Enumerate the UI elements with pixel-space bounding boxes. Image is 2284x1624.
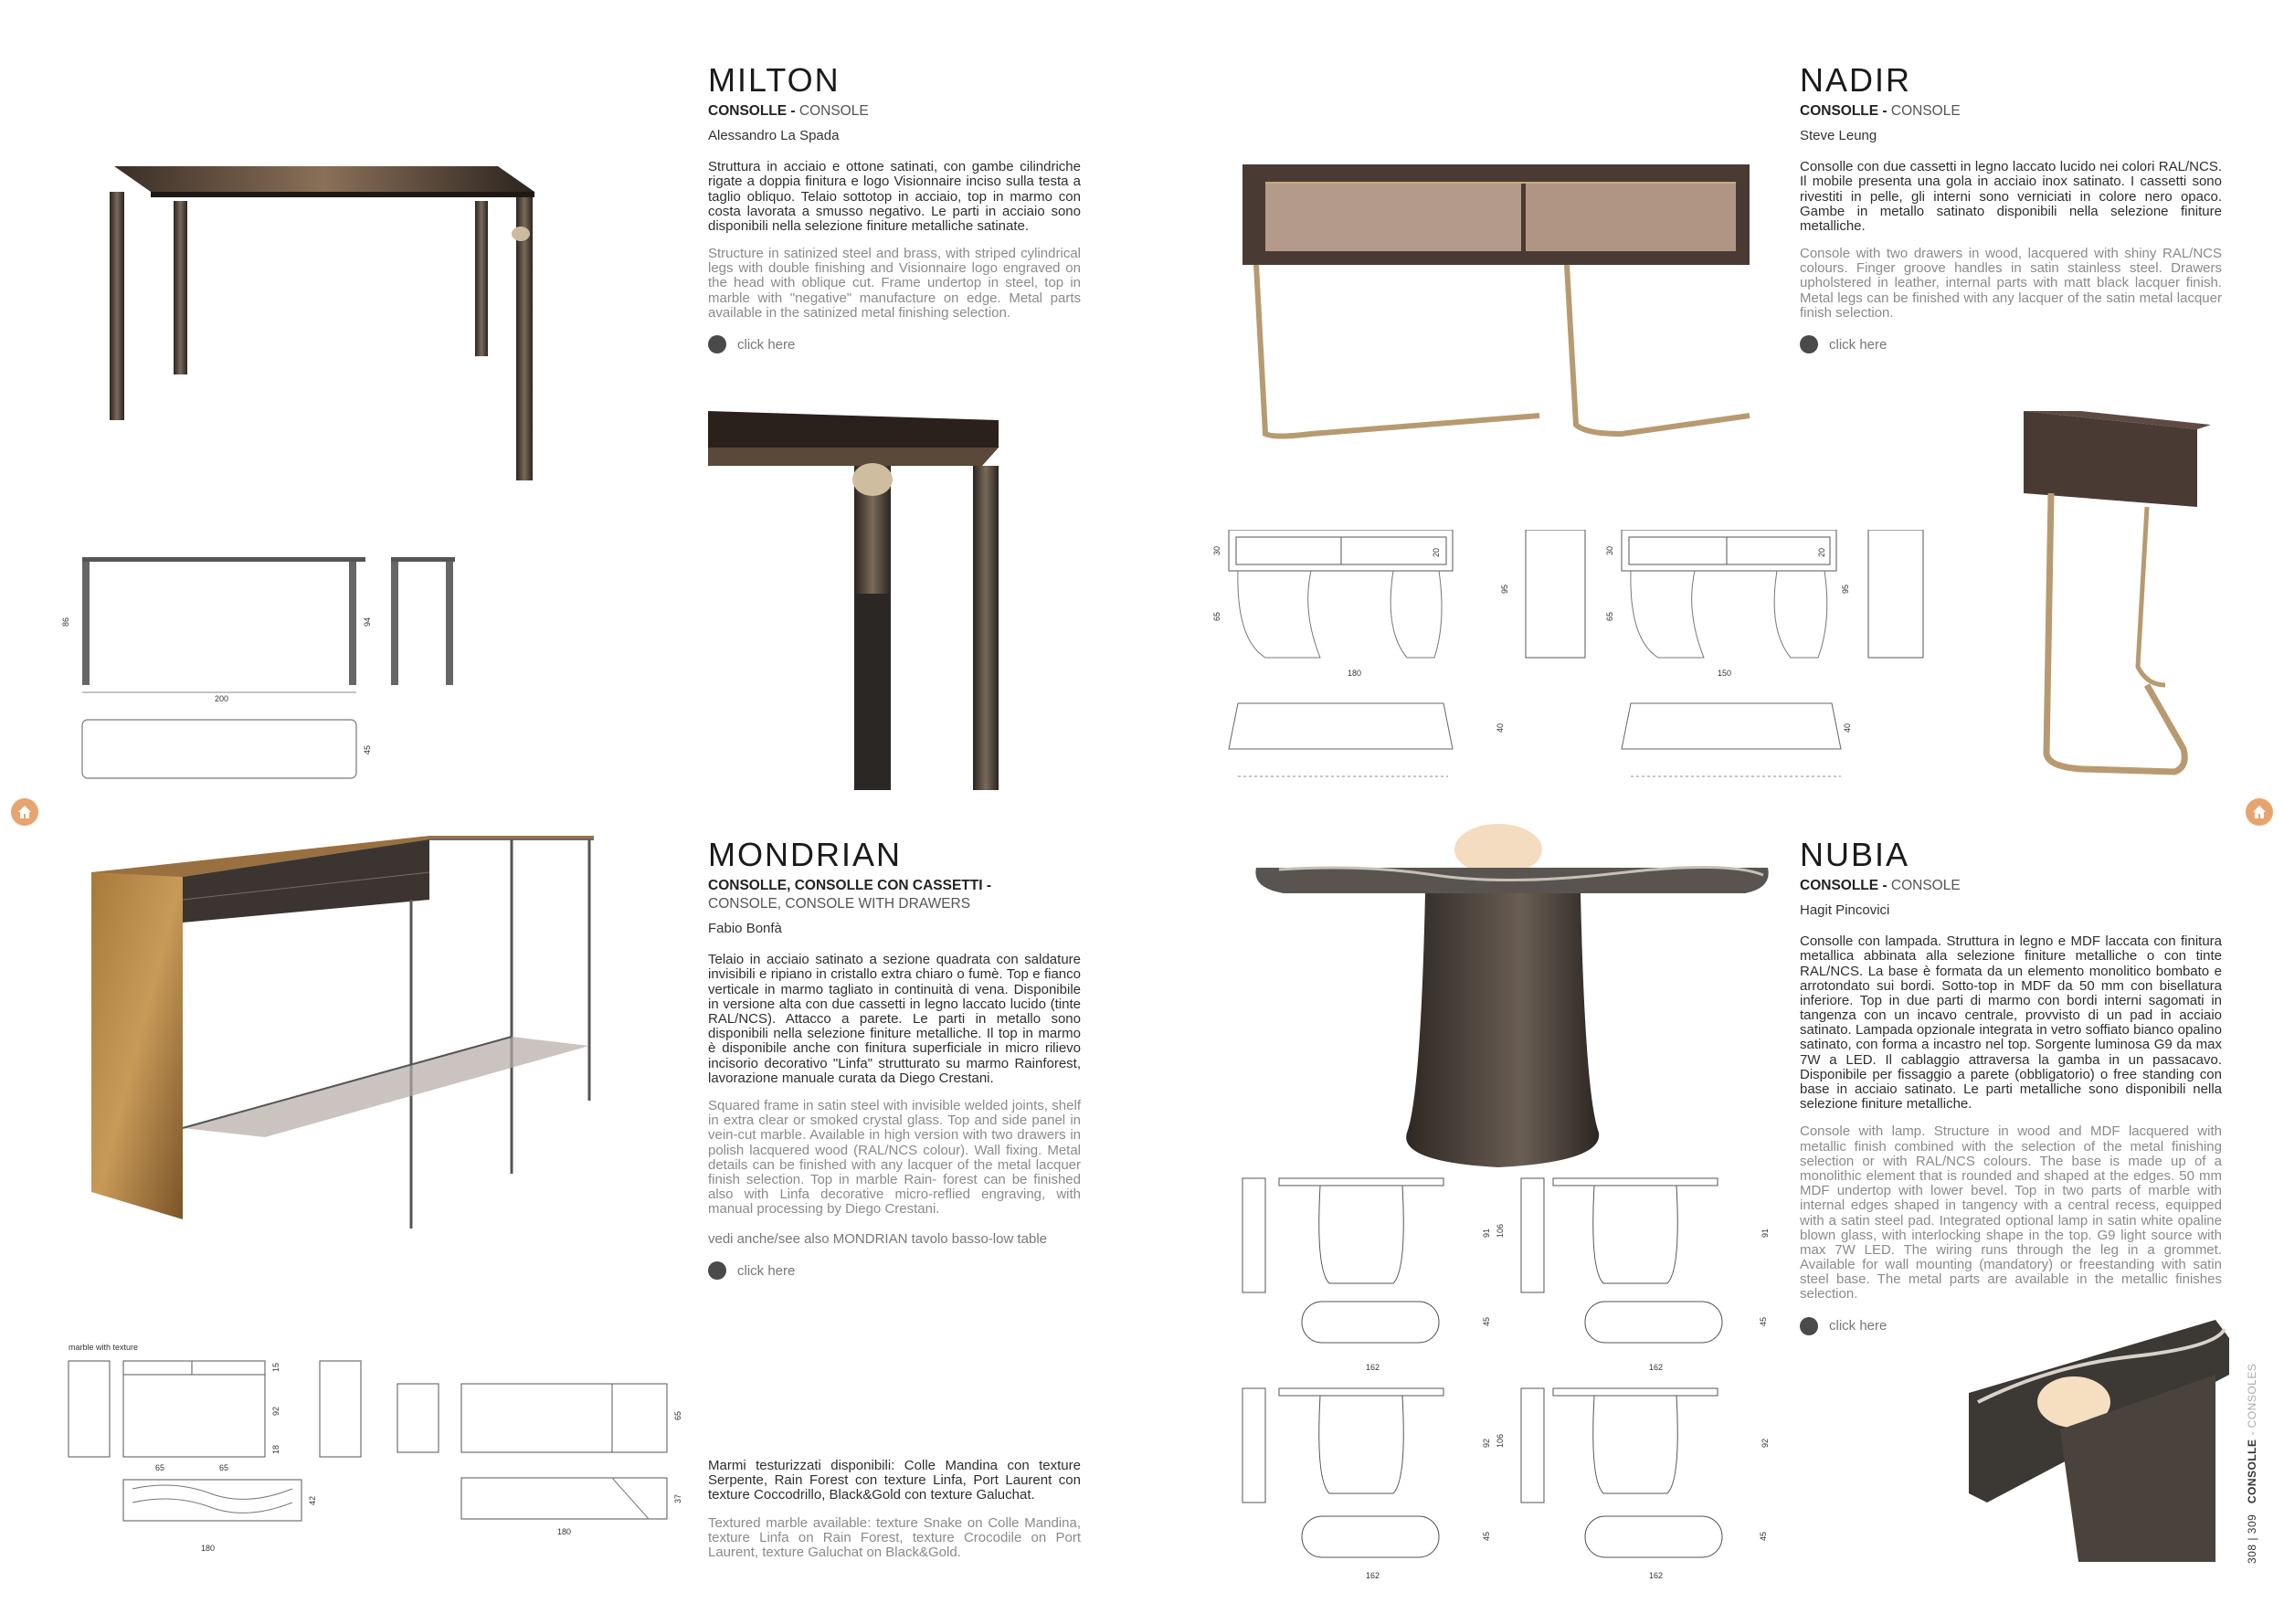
- mondrian-dim-b-height: 65: [673, 1410, 682, 1420]
- section-label-en: - CONSOLES: [2246, 1363, 2258, 1439]
- nubia-detail-image: [1969, 1320, 2229, 1562]
- mondrian-dim-height: 92: [271, 1406, 280, 1416]
- nadir-dim-b-drawer: 20: [1817, 547, 1826, 557]
- milton-title: MILTON: [708, 61, 841, 99]
- nubia-dim-a-depth: 45: [1482, 1316, 1491, 1326]
- milton-dim-height: 86: [61, 617, 70, 627]
- nubia-dim-c-side: 92: [1761, 1438, 1770, 1448]
- nubia-text-it: Consolle con lampada. Struttura in legno e MDF laccata con finitura metallica abbinata alla selezione finiture metalliche o con tinte RAL/NCS. La base è formata da un elemento monolitico bombato e arrotondato sui bordi. Sotto-top in MDF da 50 mm con bisellatura inferiore. Top in due parti di marmo con bordi interni sagomati in tangenza con un incavo centrale, provvisto di un pad in acciaio satinato. Lampada opzionale integrata in vetro soffiato bianco opalino satinato, con forma a incastro nel top. Sorgente luminosa G9 da max 7W a LED. Il cablaggio attraversa la gamba in un passacavo. Disponibile per fissaggio a parete (obbligatorio) o free standing con base in acciaio satinato. Le parti metalliche sono disponibili nella selezione finiture metalliche.: [1800, 933, 2222, 1113]
- nadir-dim-b-top: 30: [1605, 545, 1614, 555]
- nadir-dim-a-plan: 40: [1496, 722, 1505, 733]
- section-label: CONSOLLE: [2246, 1439, 2258, 1504]
- circle-icon: [708, 335, 726, 353]
- home-button-right[interactable]: [2246, 798, 2273, 826]
- mondrian-subtitle: CONSOLLE, CONSOLLE CON CASSETTI - CONSOLE, CONSOLE WITH DRAWERS: [708, 878, 992, 912]
- mondrian-dim-b-depth: 37: [673, 1493, 682, 1503]
- mondrian-dim-w1: 65: [155, 1463, 165, 1472]
- mondrian-dim-top: 15: [271, 1362, 280, 1372]
- milton-dim-side: 94: [363, 617, 372, 627]
- nadir-text-it: Consolle con due cassetti in legno laccato lucido nei colori RAL/NCS. Il mobile presenta una gola in acciaio inox satinato. I cassetti sono rivestiti in pelle, gli interni sono verniciati in colore nero opaco. Gambe in metallo satinato disponibili nella selezione finiture metalliche.: [1800, 159, 2222, 234]
- nadir-title: NADIR: [1800, 61, 1912, 99]
- mondrian-technical-drawing: [64, 1343, 685, 1562]
- circle-icon: [1800, 1317, 1818, 1335]
- mondrian-product-image: [82, 827, 603, 1256]
- mondrian-marble-note: [708, 1459, 1081, 1560]
- nubia-product-image: [1252, 822, 1777, 1174]
- home-icon: [17, 805, 32, 819]
- nadir-dim-a-side: 95: [1500, 584, 1509, 594]
- nadir-dim-a-drawer: 20: [1432, 547, 1441, 557]
- nubia-dim-c-total: 106: [1496, 1433, 1505, 1448]
- nadir-product-image: [1238, 160, 1777, 452]
- nadir-dim-a-top: 30: [1212, 545, 1221, 555]
- mondrian-see-also: vedi anche/see also MONDRIAN tavolo basso-low table: [708, 1231, 1048, 1248]
- nubia-subtitle: CONSOLLE - CONSOLE: [1800, 878, 1961, 893]
- circle-icon: [708, 1261, 726, 1280]
- nubia-dim-c-width: 162: [1366, 1571, 1380, 1580]
- home-icon: [2252, 805, 2267, 819]
- nadir-technical-drawing: [1211, 530, 1951, 786]
- milton-product-image: [59, 155, 571, 511]
- nubia-technical-drawing: [1238, 1169, 1782, 1585]
- mondrian-text-it: Telaio in acciaio satinato a sezione quadrata con saldature invisibili e ripiano in cristallo extra chiaro o fumè. Top e fianco verticale in marmo tagliato in continuità di vena. Disponibile in versione alta con due cassetti in legno laccato lucido (tinte RAL/NCS). Attacco a parete. Le parti in metallo sono disponibili nella selezione finiture metalliche. Il top in marmo è disponibile anche con finitura superficiale in micro rilievo incisorio decorativo "Linfa" strutturato su marmo Rainforest, lavorazione manuale curata da Diego Crestani.: [708, 952, 1081, 1086]
- milton-designer: Alessandro La Spada: [708, 128, 840, 144]
- nubia-dim-a-height: 91: [1482, 1228, 1491, 1238]
- nubia-dim-c-depth: 45: [1482, 1531, 1491, 1541]
- nubia-designer: Hagit Pincovici: [1800, 902, 1890, 919]
- milton-click-here[interactable]: click here: [708, 335, 1081, 353]
- mondrian-dim-base: 18: [271, 1444, 280, 1454]
- nadir-text: [1800, 61, 2222, 353]
- page-footer: [2246, 1364, 2258, 1564]
- milton-text-en: Structure in satinized steel and brass, with striped cylindrical legs with double finishing and Visionnaire logo engraved on the head with oblique cut. Frame undertop in steel, top in marble with "negative" manufacture on edge. Metal parts available in the satinized metal finishing selection.: [708, 246, 1081, 321]
- milton-text-it: Struttura in acciaio e ottone satinati, con gambe cilindriche rigate a doppia finitura e logo Visionnaire inciso sulla testa a taglio obliquo. Telaio sottotop in acciaio, top in marmo con costa lavorata a smusso negativo. Le parti in acciaio sono disponibili nella selezione finiture metalliche satinate.: [708, 159, 1081, 234]
- nubia-dim-a-total: 106: [1496, 1223, 1505, 1238]
- nubia-dim-d-width: 162: [1649, 1571, 1664, 1580]
- mondrian-dim-b-width: 180: [557, 1527, 572, 1536]
- mondrian-drawing-label: marble with texture: [69, 1343, 139, 1352]
- nadir-click-here[interactable]: click here: [1800, 335, 2222, 353]
- mondrian-dim-depth: 42: [308, 1495, 317, 1505]
- nadir-dim-a-width: 180: [1348, 669, 1362, 678]
- nadir-subtitle: CONSOLLE - CONSOLE: [1800, 103, 1961, 119]
- mondrian-text: [708, 838, 1081, 1280]
- nadir-dim-b-height: 65: [1605, 611, 1614, 621]
- milton-dim-depth: 45: [363, 744, 372, 754]
- home-button-left[interactable]: [11, 798, 38, 826]
- page-numbers: 308 | 309: [2246, 1513, 2258, 1564]
- nadir-dim-b-side: 95: [1841, 584, 1850, 594]
- nadir-designer: Steve Leung: [1800, 128, 1877, 144]
- mondrian-dim-w2: 65: [219, 1463, 229, 1472]
- milton-technical-drawing: [59, 548, 471, 795]
- nubia-dim-c-height: 92: [1482, 1438, 1491, 1448]
- nubia-dim-a-side: 91: [1761, 1228, 1770, 1238]
- nubia-dim-b-depth: 45: [1759, 1316, 1768, 1326]
- nubia-dim-d-depth: 45: [1759, 1531, 1768, 1541]
- nadir-dim-b-width: 150: [1718, 669, 1732, 678]
- milton-text: [708, 61, 1081, 353]
- nubia-text: [1800, 838, 2222, 1335]
- mondrian-dim-total: 180: [201, 1544, 216, 1553]
- nubia-title: NUBIA: [1800, 836, 1910, 873]
- circle-icon: [1800, 335, 1818, 353]
- nubia-click-here[interactable]: click here: [1800, 1317, 2222, 1335]
- nadir-dim-b-plan: 40: [1843, 722, 1852, 733]
- mondrian-marble-it: Marmi testurizzati disponibili: Colle Mandina con texture Serpente, Rain Forest con texture Linfa, Port Laurent con texture Coccodrillo, Black&Gold con texture Galuchat.: [708, 1458, 1081, 1503]
- nubia-dim-a-width: 162: [1366, 1363, 1380, 1372]
- mondrian-marble-en: Textured marble available: texture Snake on Colle Mandina, texture Linfa on Rain Forest, texture Crocodile on Port Laurent, texture Galuchat on Black&Gold.: [708, 1514, 1081, 1560]
- nubia-dim-b-width: 162: [1649, 1363, 1664, 1372]
- mondrian-text-en: Squared frame in satin steel with invisible welded joints, shelf in extra clear or smoked crystal glass. Top and side panel in vein-cut marble. Available in high version with two drawers in polish lacquered wood (RAL/NCS colour). Wall fixing. Metal details can be finished with any lacquer of the metal lacquer finish selection. Top in marble Rain- forest can be finished also with Linfa decorative micro-reflied engraving, with manual processing by Diego Crestani.: [708, 1097, 1081, 1218]
- milton-subtitle: CONSOLLE - CONSOLE: [708, 103, 869, 119]
- nubia-text-en: Console with lamp. Structure in wood and MDF lacquered with metallic finish combined with the selection of the metal finishing selection or with RAL/NCS colours. The base is made up of a monolithic element that is rounded and shaped at the edges. 50 mm MDF undertop with lower bevel. Top in two parts of marble with internal edges shaped in tangency with a central recess, equipped with a satin steel pad. Integrated optional lamp in satin white opaline blown glass, with interlocking shape in the top. G9 light source with max 7W LED. The wiring runs through the leg in a grommet. Available for wall mounting (mandatory) or freestanding with satin steel base. The metal parts are available in the metallic finishes selection.: [1800, 1123, 2222, 1302]
- milton-dim-width: 200: [215, 694, 229, 703]
- mondrian-title: MONDRIAN: [708, 836, 902, 873]
- milton-detail-image: [708, 411, 999, 790]
- nadir-text-en: Console with two drawers in wood, lacquered with shiny RAL/NCS colours. Finger groove handles in satin stainless steel. Drawers upholstered in leather, internal parts with matt black lacquer finish. Metal legs can be finished with any lacquer of the satin metal lacquer finish selection.: [1800, 246, 2222, 321]
- nadir-side-image: [2019, 411, 2215, 781]
- nadir-dim-a-height: 65: [1212, 611, 1221, 621]
- mondrian-designer: Fabio Bonfà: [708, 921, 782, 937]
- mondrian-click-here[interactable]: click here: [708, 1261, 1081, 1280]
